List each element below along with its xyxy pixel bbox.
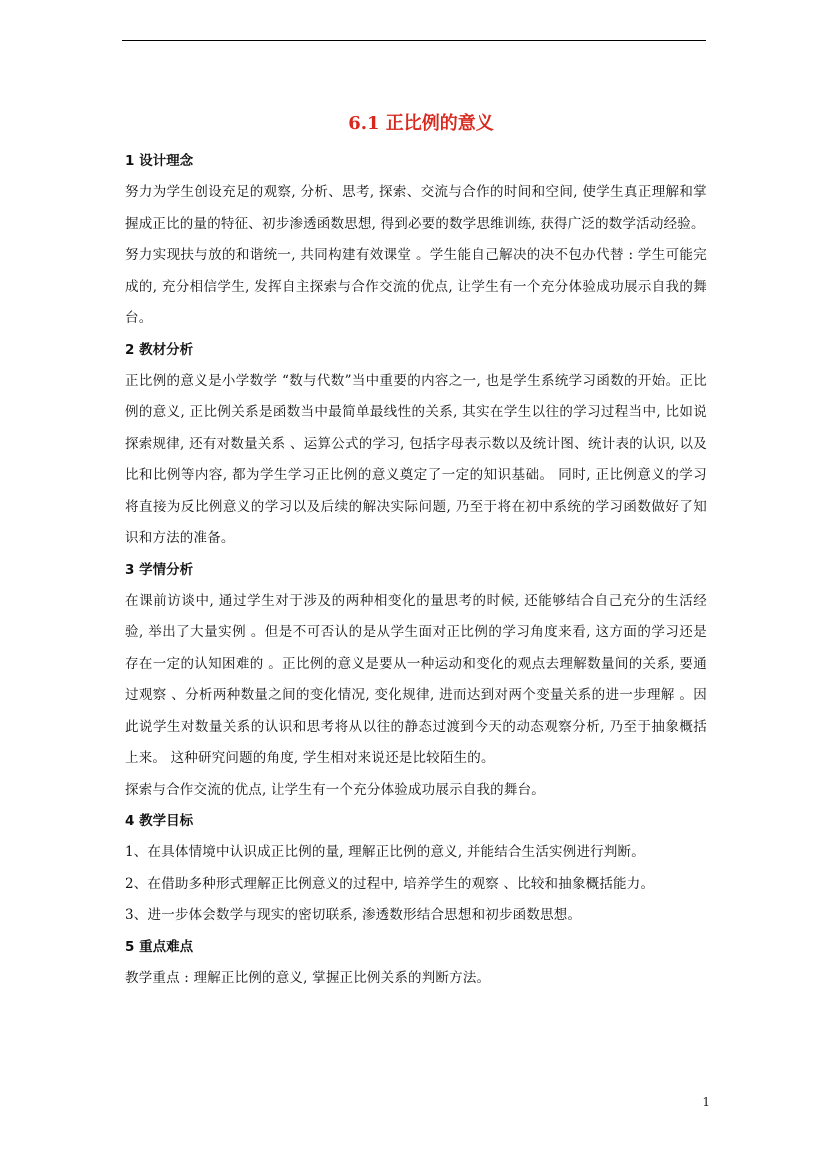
- section-design-concept: [125, 146, 707, 335]
- paragraph: 教学重点 : 理解正比例的意义, 掌握正比例关系的判断方法。: [125, 969, 491, 986]
- objective-item: 2、在借助多种形式理解正比例意义的过程中, 培养学生的观察 、比较和抽象概括能力。: [125, 875, 655, 892]
- page-number: 1: [702, 1095, 710, 1109]
- section-heading: 2 教材分析: [125, 341, 194, 358]
- paragraph: 努力为学生创设充足的观察, 分析、思考, 探索、交流与合作的时间和空间, 使学生真正理解和掌握成正比的量的特征、初步渗透函数思想, 得到必要的数学思维训练, 获得广泛的数学活动经验。: [125, 184, 707, 232]
- document-body: [125, 110, 707, 994]
- section-textbook-analysis: [125, 335, 707, 555]
- paragraph: 正比例的意义是小学数学 “数与代数”当中重要的内容之一, 也是学生系统学习函数的开始。正比例的意义, 正比例关系是函数当中最简单最线性的关系, 其实在学生以往的学习过程当中, 比如说探索规律, 还有对数量关系 、运算公式的学习, 包括字母表示数以及统计图、统计表的认识, 以及比和比例等内容, 都为学生学习正比例的意义奠定了一定的知识基础。 同时, 正比例意义的学习将直接为反比例意义的学习以及后续的解决实际问题, 乃至于将在初中系统的学习函数做好了知识和方法的准备。: [125, 372, 707, 546]
- paragraph: 探索与合作交流的优点, 让学生有一个充分体验成功展示自我的舞台。: [125, 781, 545, 798]
- section-learner-analysis: [125, 555, 707, 807]
- section-heading: 4 教学目标: [125, 813, 194, 829]
- paragraph: 在课前访谈中, 通过学生对于涉及的两种相变化的量思考的时候, 还能够结合自己充分的生活经验, 举出了大量实例 。但是不可否认的是从学生面对正比例的学习角度来看, 这方面的学习还是存在一定的认知困难的 。正比例的意义是要从一种运动和变化的观点去理解数量间的关系, 要通过观察 、分析两种数量之间的变化情况, 变化规律, 进而达到对两个变量关系的进一步理解 。因此说学生对数量关系的认识和思考将从以往的静态过渡到今天的动态观察分析, 乃至于抽象概括上来。 这种研究问题的角度, 学生相对来说还是比较陌生的。: [125, 592, 707, 766]
- section-heading: 3 学情分析: [125, 561, 194, 578]
- section-heading: 5 重点难点: [125, 938, 194, 955]
- objective-item: 1、在具体情境中认识成正比例的量, 理解正比例的意义, 并能结合生活实例进行判断。: [125, 844, 645, 860]
- section-key-difficulties: [125, 932, 707, 995]
- paragraph: 努力实现扶与放的和谐统一, 共同构建有效课堂 。学生能自己解决的决不包办代替 : 学生可能完成的, 充分相信学生, 发挥自主探索与合作交流的优点, 让学生有一个充分体验成功展示自我的舞台。: [125, 247, 707, 326]
- header-rule: [122, 40, 706, 41]
- section-heading: 1 设计理念: [125, 153, 194, 169]
- objective-item: 3、进一步体会数学与现实的密切联系, 渗透数形结合思想和初步函数思想。: [125, 907, 582, 923]
- section-teaching-objectives: [125, 806, 707, 932]
- document-title: 6.1 正比例的意义: [348, 113, 494, 134]
